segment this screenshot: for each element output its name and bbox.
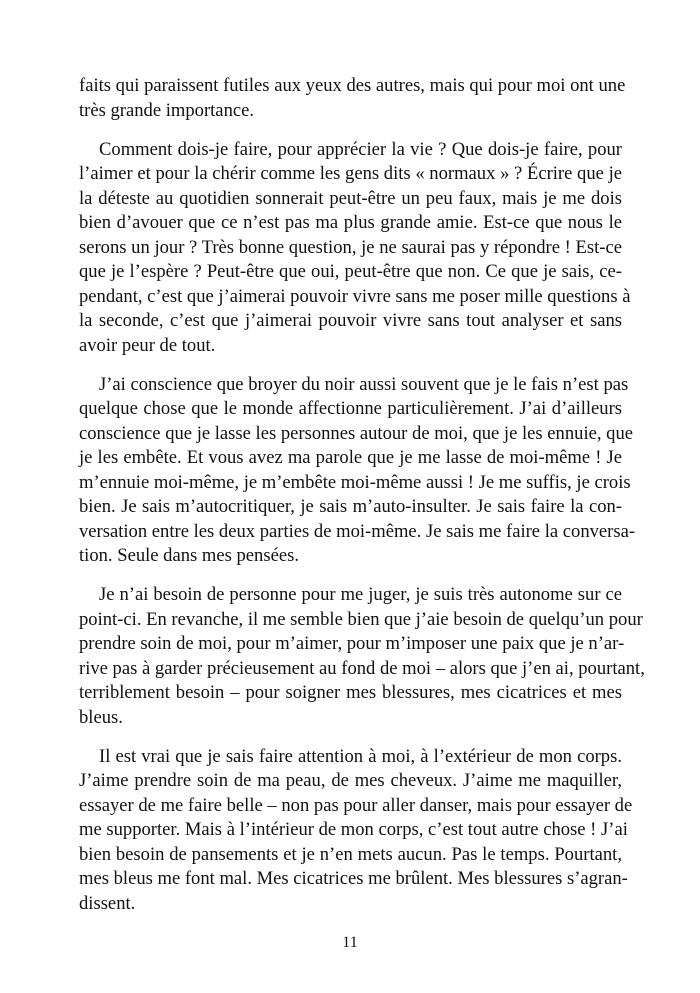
text-line: mes bleus me font mal. Mes cicatrices me brûlent. Mes blessures s’agran- xyxy=(79,868,628,889)
body-text xyxy=(79,74,645,931)
text-line: l’aimer et pour la chérir comme les gens dits « normaux » ? Écrire que je xyxy=(79,163,622,184)
text-line: pendant, c’est que j’aimerai pouvoir vivre sans me poser mille questions à xyxy=(79,285,631,307)
text-line: quelque chose que le monde affectionne particulièrement. J’ai d’ailleurs xyxy=(79,398,622,419)
text-line: Je n’ai besoin de personne pour me juger, je suis très autonome sur ce xyxy=(99,584,622,605)
text-line: conscience que je lasse les personnes autour de moi, que je les ennuie, que xyxy=(79,422,634,444)
text-line: J’ai conscience que broyer du noir aussi souvent que je le fais n’est pas xyxy=(99,373,629,395)
text-line: dissent. xyxy=(79,892,136,914)
text-line: la déteste au quotidien sonnerait peut-être un peu faux, mais je me dois xyxy=(79,187,622,209)
text-line: tion. Seule dans mes pensées. xyxy=(79,545,299,566)
text-line: Il est vrai que je sais faire attention à moi, à l’extérieur de mon corps. xyxy=(99,745,622,767)
paragraph xyxy=(79,373,636,569)
text-line: serons un jour ? Très bonne question, je ne saurai pas y répondre ! Est-ce xyxy=(79,236,622,258)
text-line: bien besoin de pansements et je n’en mets aucun. Pas le temps. Pourtant, xyxy=(79,843,622,865)
text-line: bien. Je sais m’autocritiquer, je sais m’auto-insulter. Je sais faire la con- xyxy=(79,496,622,517)
text-line: la seconde, c’est que j’aimerai pouvoir vivre sans tout analyser et sans xyxy=(79,310,622,331)
paragraph xyxy=(79,583,645,730)
text-line: bien d’avouer que ce n’est pas ma plus grande amie. Est-ce que nous le xyxy=(79,212,622,233)
paragraph xyxy=(79,138,631,359)
text-line: versation entre les deux parties de moi-même. Je sais me faire la conversa- xyxy=(79,520,636,542)
page-number: 11 xyxy=(342,934,358,951)
text-line: essayer de me faire belle – non pas pour aller danser, mais pour essayer de xyxy=(79,794,633,816)
text-line: faits qui paraissent futiles aux yeux des autres, mais qui pour moi ont une xyxy=(79,75,626,96)
text-line: point-ci. En revanche, il me semble bien que j’aie besoin de quelqu’un pour xyxy=(79,608,643,630)
text-line: m’ennuie moi-même, je m’embête moi-même aussi ! Je me suffis, je crois xyxy=(79,471,631,493)
text-line: Comment dois-je faire, pour apprécier la vie ? Que dois-je faire, pour xyxy=(99,138,622,160)
text-line: très grande importance. xyxy=(79,99,255,121)
text-line: que je l’espère ? Peut-être que oui, peut-être que non. Ce que je sais, ce- xyxy=(79,261,622,282)
text-line: me supporter. Mais à l’intérieur de mon corps, c’est tout autre chose ! J’ai xyxy=(79,819,628,840)
paragraph xyxy=(79,74,626,123)
text-line: prendre soin de moi, pour m’aimer, pour m’imposer une paix que je n’ar- xyxy=(79,633,625,654)
text-line: terriblement besoin – pour soigner mes blessures, mes cicatrices et mes xyxy=(79,682,622,703)
text-line: bleus. xyxy=(79,706,123,728)
text-line: J’aime prendre soin de ma peau, de mes cheveux. J’aime me maquiller, xyxy=(79,770,622,791)
text-line: rive pas à garder précieusement au fond de moi – alors que j’en ai, pourtant, xyxy=(79,657,645,679)
paragraph xyxy=(79,745,633,917)
text-line: je les embête. Et vous avez ma parole que je me lasse de moi-même ! Je xyxy=(79,447,622,468)
text-line: avoir peur de tout. xyxy=(79,334,216,356)
